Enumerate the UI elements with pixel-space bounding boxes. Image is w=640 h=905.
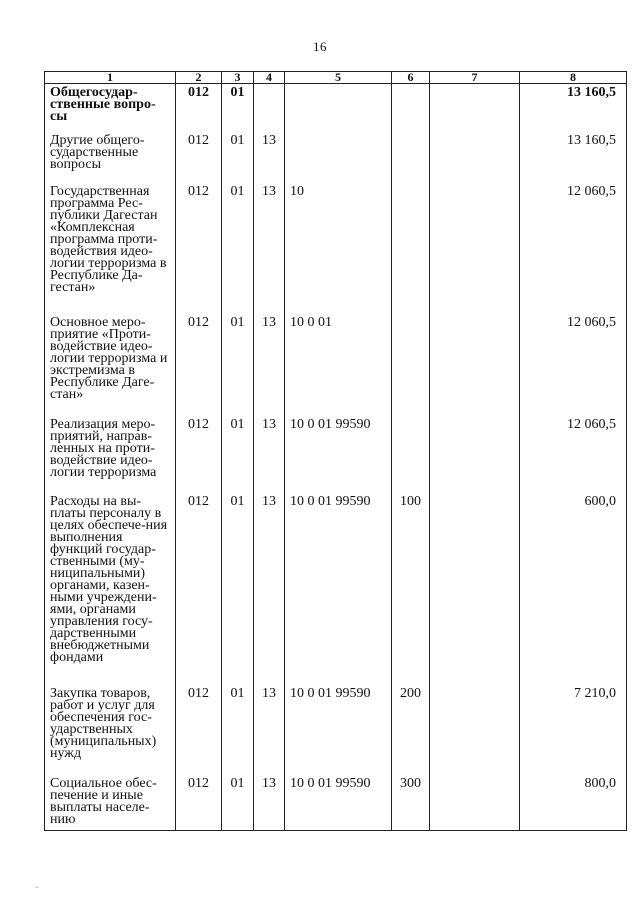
row-ministry-code: 012	[176, 416, 222, 493]
row-amount: 12 060,5	[520, 183, 627, 314]
row-target-article	[285, 132, 392, 183]
row-section-code: 01	[222, 685, 254, 775]
row-expense-type: 300	[392, 775, 430, 831]
row-ministry-code: 012	[176, 685, 222, 775]
row-section-code: 01	[222, 132, 254, 183]
row-amount: 800,0	[520, 775, 627, 831]
row-subsection-code: 13	[254, 775, 285, 831]
row-target-article: 10	[285, 183, 392, 314]
row-section-code: 01	[222, 314, 254, 416]
column-header: 7	[430, 72, 520, 84]
row-column-7	[430, 314, 520, 416]
row-column-7	[430, 685, 520, 775]
budget-table	[44, 71, 627, 831]
row-subsection-code: 13	[254, 685, 285, 775]
column-header: 3	[222, 72, 254, 84]
row-column-7	[430, 132, 520, 183]
row-subsection-code: 13	[254, 314, 285, 416]
row-name-cell: Реализация меро-приятий, направ-ленных на проти-водействие идео-логии терроризма	[45, 416, 176, 493]
table-row	[45, 493, 627, 685]
row-subsection-code: 13	[254, 132, 285, 183]
row-name-cell: Расходы на вы-платы персоналу в целях обеспече-ния выполнения функций государ-ственными (му-ниципальными) органами, казен-ными учреждени-ями, органами управления госу-дарственными внебюджетными фондами	[45, 493, 176, 685]
table-row	[45, 416, 627, 493]
row-amount: 13 160,5	[520, 84, 627, 132]
row-expense-type	[392, 84, 430, 132]
row-name-cell: Общегосудар-ственные вопро-сы	[45, 84, 176, 132]
row-ministry-code: 012	[176, 314, 222, 416]
row-expense-type	[392, 183, 430, 314]
table-row	[45, 775, 627, 831]
row-target-article	[285, 84, 392, 132]
row-section-code: 01	[222, 775, 254, 831]
row-target-article: 10 0 01 99590	[285, 775, 392, 831]
row-section-code: 01	[222, 493, 254, 685]
header-row	[45, 72, 627, 84]
column-header: 1	[45, 72, 176, 84]
row-target-article: 10 0 01 99590	[285, 493, 392, 685]
column-header: 8	[520, 72, 627, 84]
row-expense-type: 100	[392, 493, 430, 685]
column-header: 5	[285, 72, 392, 84]
table-row	[45, 84, 627, 132]
row-column-7	[430, 416, 520, 493]
row-ministry-code: 012	[176, 84, 222, 132]
row-name-cell: Другие общего-сударственные вопросы	[45, 132, 176, 183]
row-ministry-code: 012	[176, 775, 222, 831]
table-row	[45, 132, 627, 183]
row-ministry-code: 012	[176, 132, 222, 183]
row-name-cell: Основное меро-приятие «Проти-водействие идео-логии терроризма и экстремизма в Республике Даге-стан»	[45, 314, 176, 416]
row-name-cell: Закупка товаров, работ и услуг для обеспечения гос-ударственных (муниципальных) нужд	[45, 685, 176, 775]
row-ministry-code: 012	[176, 183, 222, 314]
row-subsection-code: 13	[254, 416, 285, 493]
page-number: 16	[313, 39, 327, 54]
row-amount: 7 210,0	[520, 685, 627, 775]
row-column-7	[430, 84, 520, 132]
row-column-7	[430, 493, 520, 685]
row-subsection-code: 13	[254, 183, 285, 314]
row-section-code: 01	[222, 416, 254, 493]
row-subsection-code: 13	[254, 493, 285, 685]
row-name-cell: Социальное обес-печение и иные выплаты населе-нию	[45, 775, 176, 831]
table-row	[45, 314, 627, 416]
row-section-code: 01	[222, 84, 254, 132]
row-expense-type	[392, 416, 430, 493]
column-header: 6	[392, 72, 430, 84]
row-name-cell: Государственная программа Рес-публики Дагестан «Комплексная программа проти-водействия идео-логии терроризма в Республике Да-гестан»	[45, 183, 176, 314]
table-row	[45, 183, 627, 314]
row-amount: 600,0	[520, 493, 627, 685]
row-section-code: 01	[222, 183, 254, 314]
row-target-article: 10 0 01 99590	[285, 416, 392, 493]
row-column-7	[430, 183, 520, 314]
row-amount: 13 160,5	[520, 132, 627, 183]
row-expense-type	[392, 132, 430, 183]
row-column-7	[430, 775, 520, 831]
row-target-article: 10 0 01	[285, 314, 392, 416]
row-amount: 12 060,5	[520, 314, 627, 416]
column-header: 4	[254, 72, 285, 84]
table-row	[45, 685, 627, 775]
row-ministry-code: 012	[176, 493, 222, 685]
row-expense-type	[392, 314, 430, 416]
scan-mark: ~	[35, 884, 39, 892]
column-header: 2	[176, 72, 222, 84]
row-expense-type: 200	[392, 685, 430, 775]
row-amount: 12 060,5	[520, 416, 627, 493]
row-target-article: 10 0 01 99590	[285, 685, 392, 775]
row-subsection-code	[254, 84, 285, 132]
